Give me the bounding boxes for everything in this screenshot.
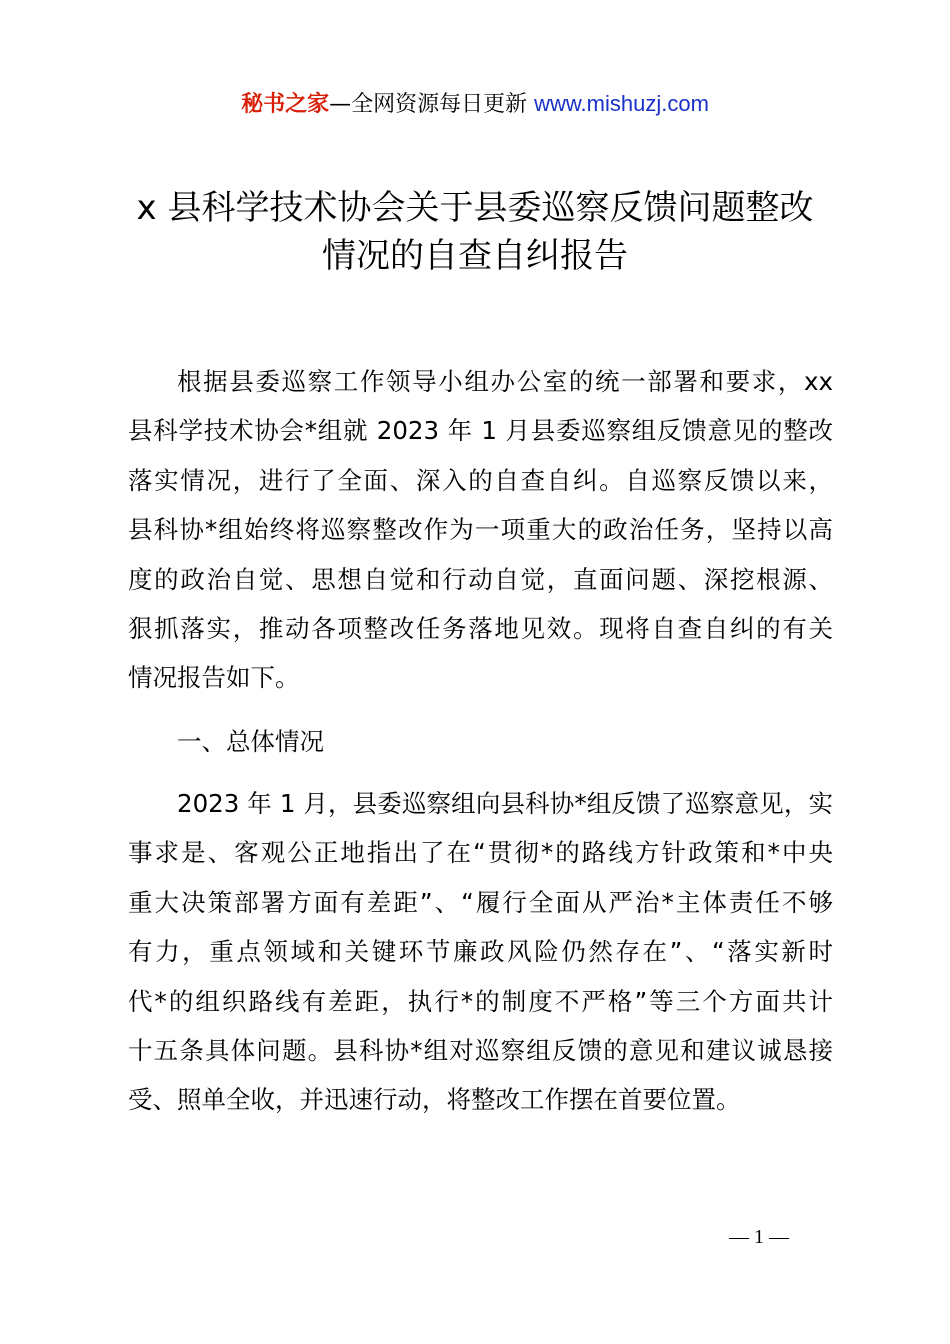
page-number: — 1 — xyxy=(729,1226,789,1248)
paragraph-line: 狠抓落实，推动各项整改任务落地见效。现将自查自纠的有关 xyxy=(128,613,833,643)
intro-paragraph xyxy=(128,357,833,703)
title-line: x 县科学技术协会关于县委巡察反馈问题整改 xyxy=(136,188,814,228)
paragraph-line: 受、照单全收，并迅速行动，将整改工作摆在首要位置。 xyxy=(128,1085,741,1115)
paragraph-line: 有力，重点领域和关键环节廉政风险仍然存在”、“落实新时 xyxy=(128,937,833,967)
section-heading-overview: 一、总体情况 xyxy=(177,727,324,756)
paragraph-line: 情况报告如下。 xyxy=(128,663,300,693)
paragraph-line: 事求是、客观公正地指出了在“贯彻*的路线方针政策和*中央 xyxy=(128,838,833,868)
title-line: 情况的自查自纠报告 xyxy=(322,236,628,276)
paragraph-line: 根据县委巡察工作领导小组办公室的统一部署和要求，xx xyxy=(177,367,833,396)
paragraph-line: 代*的组织路线有差距，执行*的制度不严格”等三个方面共计 xyxy=(128,986,833,1016)
paragraph-line: 度的政治自觉、思想自觉和行动自觉，直面问题、深挖根源、 xyxy=(128,564,833,594)
paragraph-line: 县科协*组始终将巡察整改作为一项重大的政治任务，坚持以高 xyxy=(128,515,833,545)
paragraph-line: 十五条具体问题。县科协*组对巡察组反馈的意见和建议诚恳接 xyxy=(128,1035,833,1065)
site-url-link[interactable]: www.mishuzj.com xyxy=(534,91,709,116)
paragraph-line: 落实情况，进行了全面、深入的自查自纠。自巡察反馈以来， xyxy=(128,465,833,495)
brand-name: 秘书之家 xyxy=(241,92,330,117)
site-tagline: —全网资源每日更新 xyxy=(329,92,528,117)
paragraph-line: 重大决策部署方面有差距”、“履行全面从严治*主体责任不够 xyxy=(128,887,833,917)
document-title xyxy=(100,184,850,280)
paragraph-line: 2023 年 1 月，县委巡察组向县科协*组反馈了巡察意见，实 xyxy=(177,789,833,818)
overview-paragraph xyxy=(128,779,833,1125)
site-header xyxy=(0,86,950,123)
paragraph-line: 县科学技术协会*组就 2023 年 1 月县委巡察组反馈意见的整改 xyxy=(128,416,833,446)
